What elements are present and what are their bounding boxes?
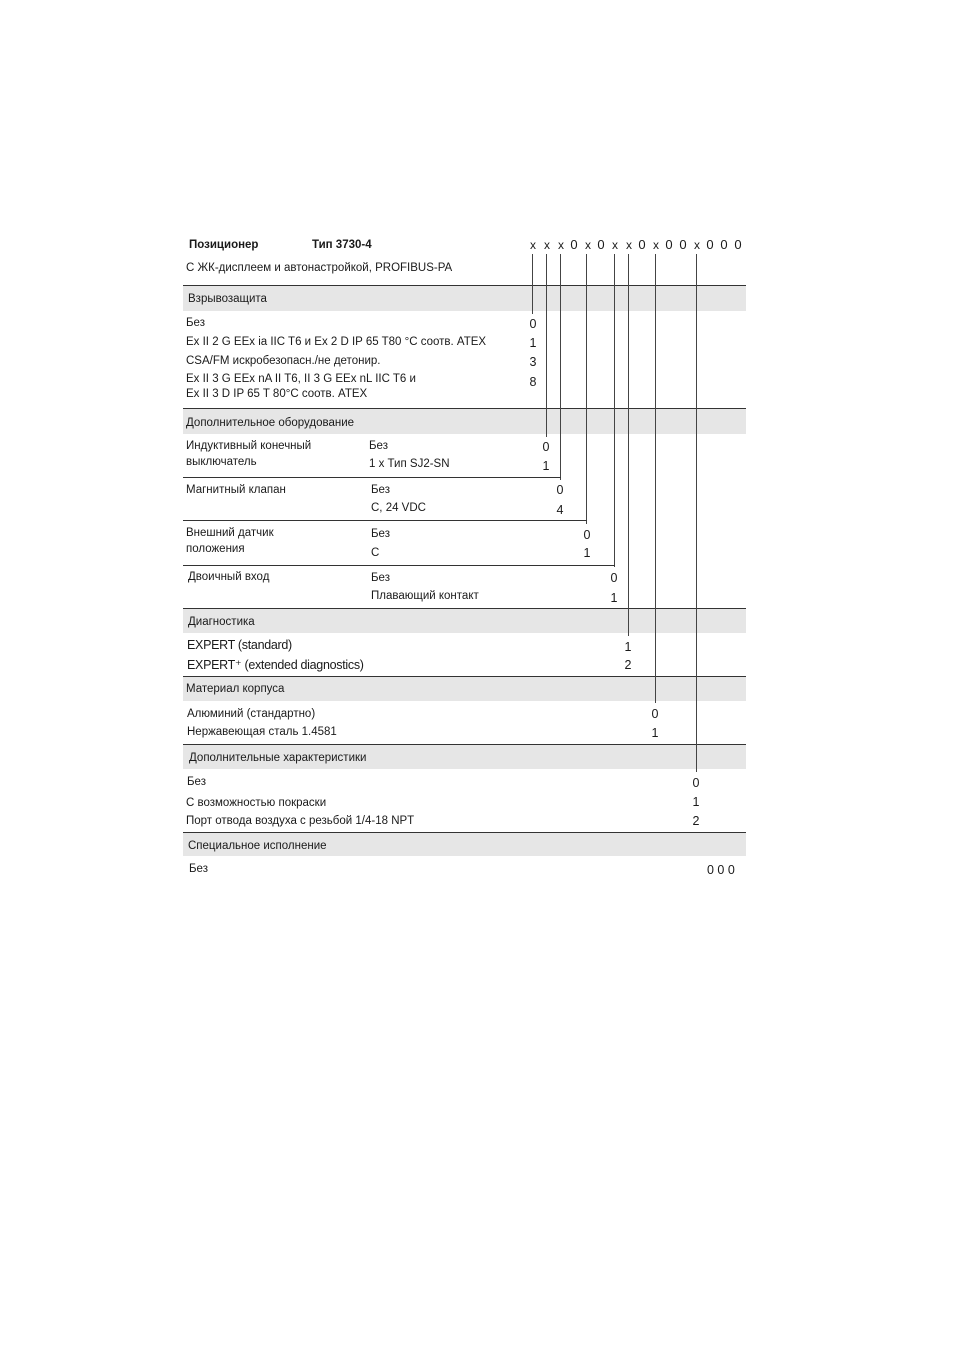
option-label: Ex II 3 G EEx nA II T6, II 3 G EEx nL IIC T6 и bbox=[186, 373, 416, 385]
option-code: 1 bbox=[583, 546, 591, 560]
code-char: 0 bbox=[734, 237, 742, 252]
group-name-cont: положения bbox=[186, 543, 245, 555]
code-char: 0 bbox=[720, 237, 728, 252]
option-code: 1 bbox=[542, 459, 550, 473]
section-header-special bbox=[183, 833, 746, 856]
section-title: Специальное исполнение bbox=[188, 840, 327, 852]
option-code: 2 bbox=[692, 814, 700, 828]
code-char: 0 bbox=[597, 237, 605, 252]
option-label: Плавающий контакт bbox=[371, 590, 479, 602]
connector-tail bbox=[581, 520, 587, 521]
option-code: 0 bbox=[583, 528, 591, 542]
option-label: EXPERT (standard) bbox=[187, 638, 292, 652]
code-char: x bbox=[544, 238, 550, 252]
connector-line bbox=[546, 254, 547, 437]
section-title: Дополнительное оборудование bbox=[186, 417, 355, 429]
group-name: Двоичный вход bbox=[188, 571, 270, 583]
option-code: 0 bbox=[651, 707, 659, 721]
connector-line bbox=[532, 254, 533, 314]
connector-tail bbox=[609, 565, 615, 566]
option-label: Без bbox=[371, 528, 390, 540]
code-char: x bbox=[626, 238, 632, 252]
option-label: CSA/FM искробезопасн./не детонир. bbox=[186, 355, 381, 367]
option-code: 0 bbox=[556, 483, 564, 497]
section-header-features bbox=[183, 745, 746, 769]
option-code: 1 bbox=[692, 795, 700, 809]
option-label: C, 24 VDC bbox=[371, 502, 426, 514]
section-title: Диагностика bbox=[188, 616, 255, 628]
code-char: 0 bbox=[570, 237, 578, 252]
option-code: 0 bbox=[692, 776, 700, 790]
option-code: 1 bbox=[624, 640, 632, 654]
option-label: Нержавеющая сталь 1.4581 bbox=[187, 726, 337, 738]
option-label-cont: Ex II 3 D IP 65 T 80°C соотв. ATEX bbox=[186, 388, 368, 400]
code-char: x bbox=[530, 238, 536, 252]
option-label: Ex II 2 G EEx ia IIC T6 и Ex 2 D IP 65 T80 °C соотв. ATEX bbox=[186, 336, 487, 348]
code-char: x bbox=[694, 238, 700, 252]
option-code: 1 bbox=[610, 591, 618, 605]
option-label: Без bbox=[186, 317, 205, 329]
option-code: 0 bbox=[529, 317, 537, 331]
option-label: Без bbox=[371, 572, 390, 584]
group-name-cont: выключатель bbox=[186, 456, 257, 468]
option-code: 1 bbox=[529, 336, 537, 350]
option-label: C bbox=[371, 547, 380, 559]
connector-line bbox=[628, 254, 629, 636]
code-char: 0 bbox=[665, 237, 673, 252]
connector-line bbox=[655, 254, 656, 703]
connector-line bbox=[696, 254, 697, 772]
option-code: 2 bbox=[624, 658, 632, 672]
section-title: Дополнительные характеристики bbox=[189, 752, 367, 764]
divider bbox=[183, 565, 609, 566]
option-label: Без bbox=[189, 863, 208, 875]
option-code: 0 bbox=[610, 571, 618, 585]
option-code: 4 bbox=[556, 503, 564, 517]
option-label: Алюминий (стандартно) bbox=[187, 708, 316, 720]
option-code: 1 bbox=[651, 726, 659, 740]
product-type: Тип 3730-4 bbox=[312, 239, 372, 251]
section-header-diagnostics bbox=[183, 609, 746, 633]
section-header-equipment bbox=[183, 409, 746, 434]
code-char: 0 bbox=[679, 237, 687, 252]
connector-line bbox=[586, 254, 587, 524]
option-label: 1 x Тип SJ2-SN bbox=[369, 458, 450, 470]
code-char: 0 bbox=[706, 237, 714, 252]
divider bbox=[183, 477, 555, 478]
group-name: Магнитный клапан bbox=[186, 484, 286, 496]
option-label: Без bbox=[369, 440, 388, 452]
option-label: Без bbox=[371, 484, 390, 496]
product-title: Позиционер bbox=[189, 239, 259, 251]
group-name: Индуктивный конечный bbox=[186, 440, 312, 452]
code-char: x bbox=[585, 238, 591, 252]
section-header-housing bbox=[183, 677, 746, 701]
code-char: x bbox=[558, 238, 564, 252]
product-subtitle: С ЖК-дисплеем и автонастройкой, PROFIBUS-PA bbox=[186, 262, 453, 274]
code-char: 0 bbox=[638, 237, 646, 252]
code-char: x bbox=[612, 238, 618, 252]
group-name: Внешний датчик bbox=[186, 527, 274, 539]
section-title: Взрывозащита bbox=[188, 293, 267, 305]
connector-line bbox=[560, 254, 561, 480]
connector-tail bbox=[555, 477, 561, 478]
option-code: 0 bbox=[542, 440, 550, 454]
section-title: Материал корпуса bbox=[186, 683, 285, 695]
connector-line bbox=[614, 254, 615, 567]
code-char: x bbox=[653, 238, 659, 252]
option-label: Порт отвода воздуха с резьбой 1/4-18 NPT bbox=[186, 815, 415, 827]
option-label: EXPERT⁺ (extended diagnostics) bbox=[187, 658, 364, 672]
option-code: 0 0 0 bbox=[707, 863, 735, 877]
option-code: 3 bbox=[529, 355, 537, 369]
section-header-explosion bbox=[183, 286, 746, 311]
option-code: 8 bbox=[529, 375, 537, 389]
option-label: С возможностью покраски bbox=[186, 797, 327, 809]
divider bbox=[183, 520, 581, 521]
option-label: Без bbox=[187, 776, 206, 788]
